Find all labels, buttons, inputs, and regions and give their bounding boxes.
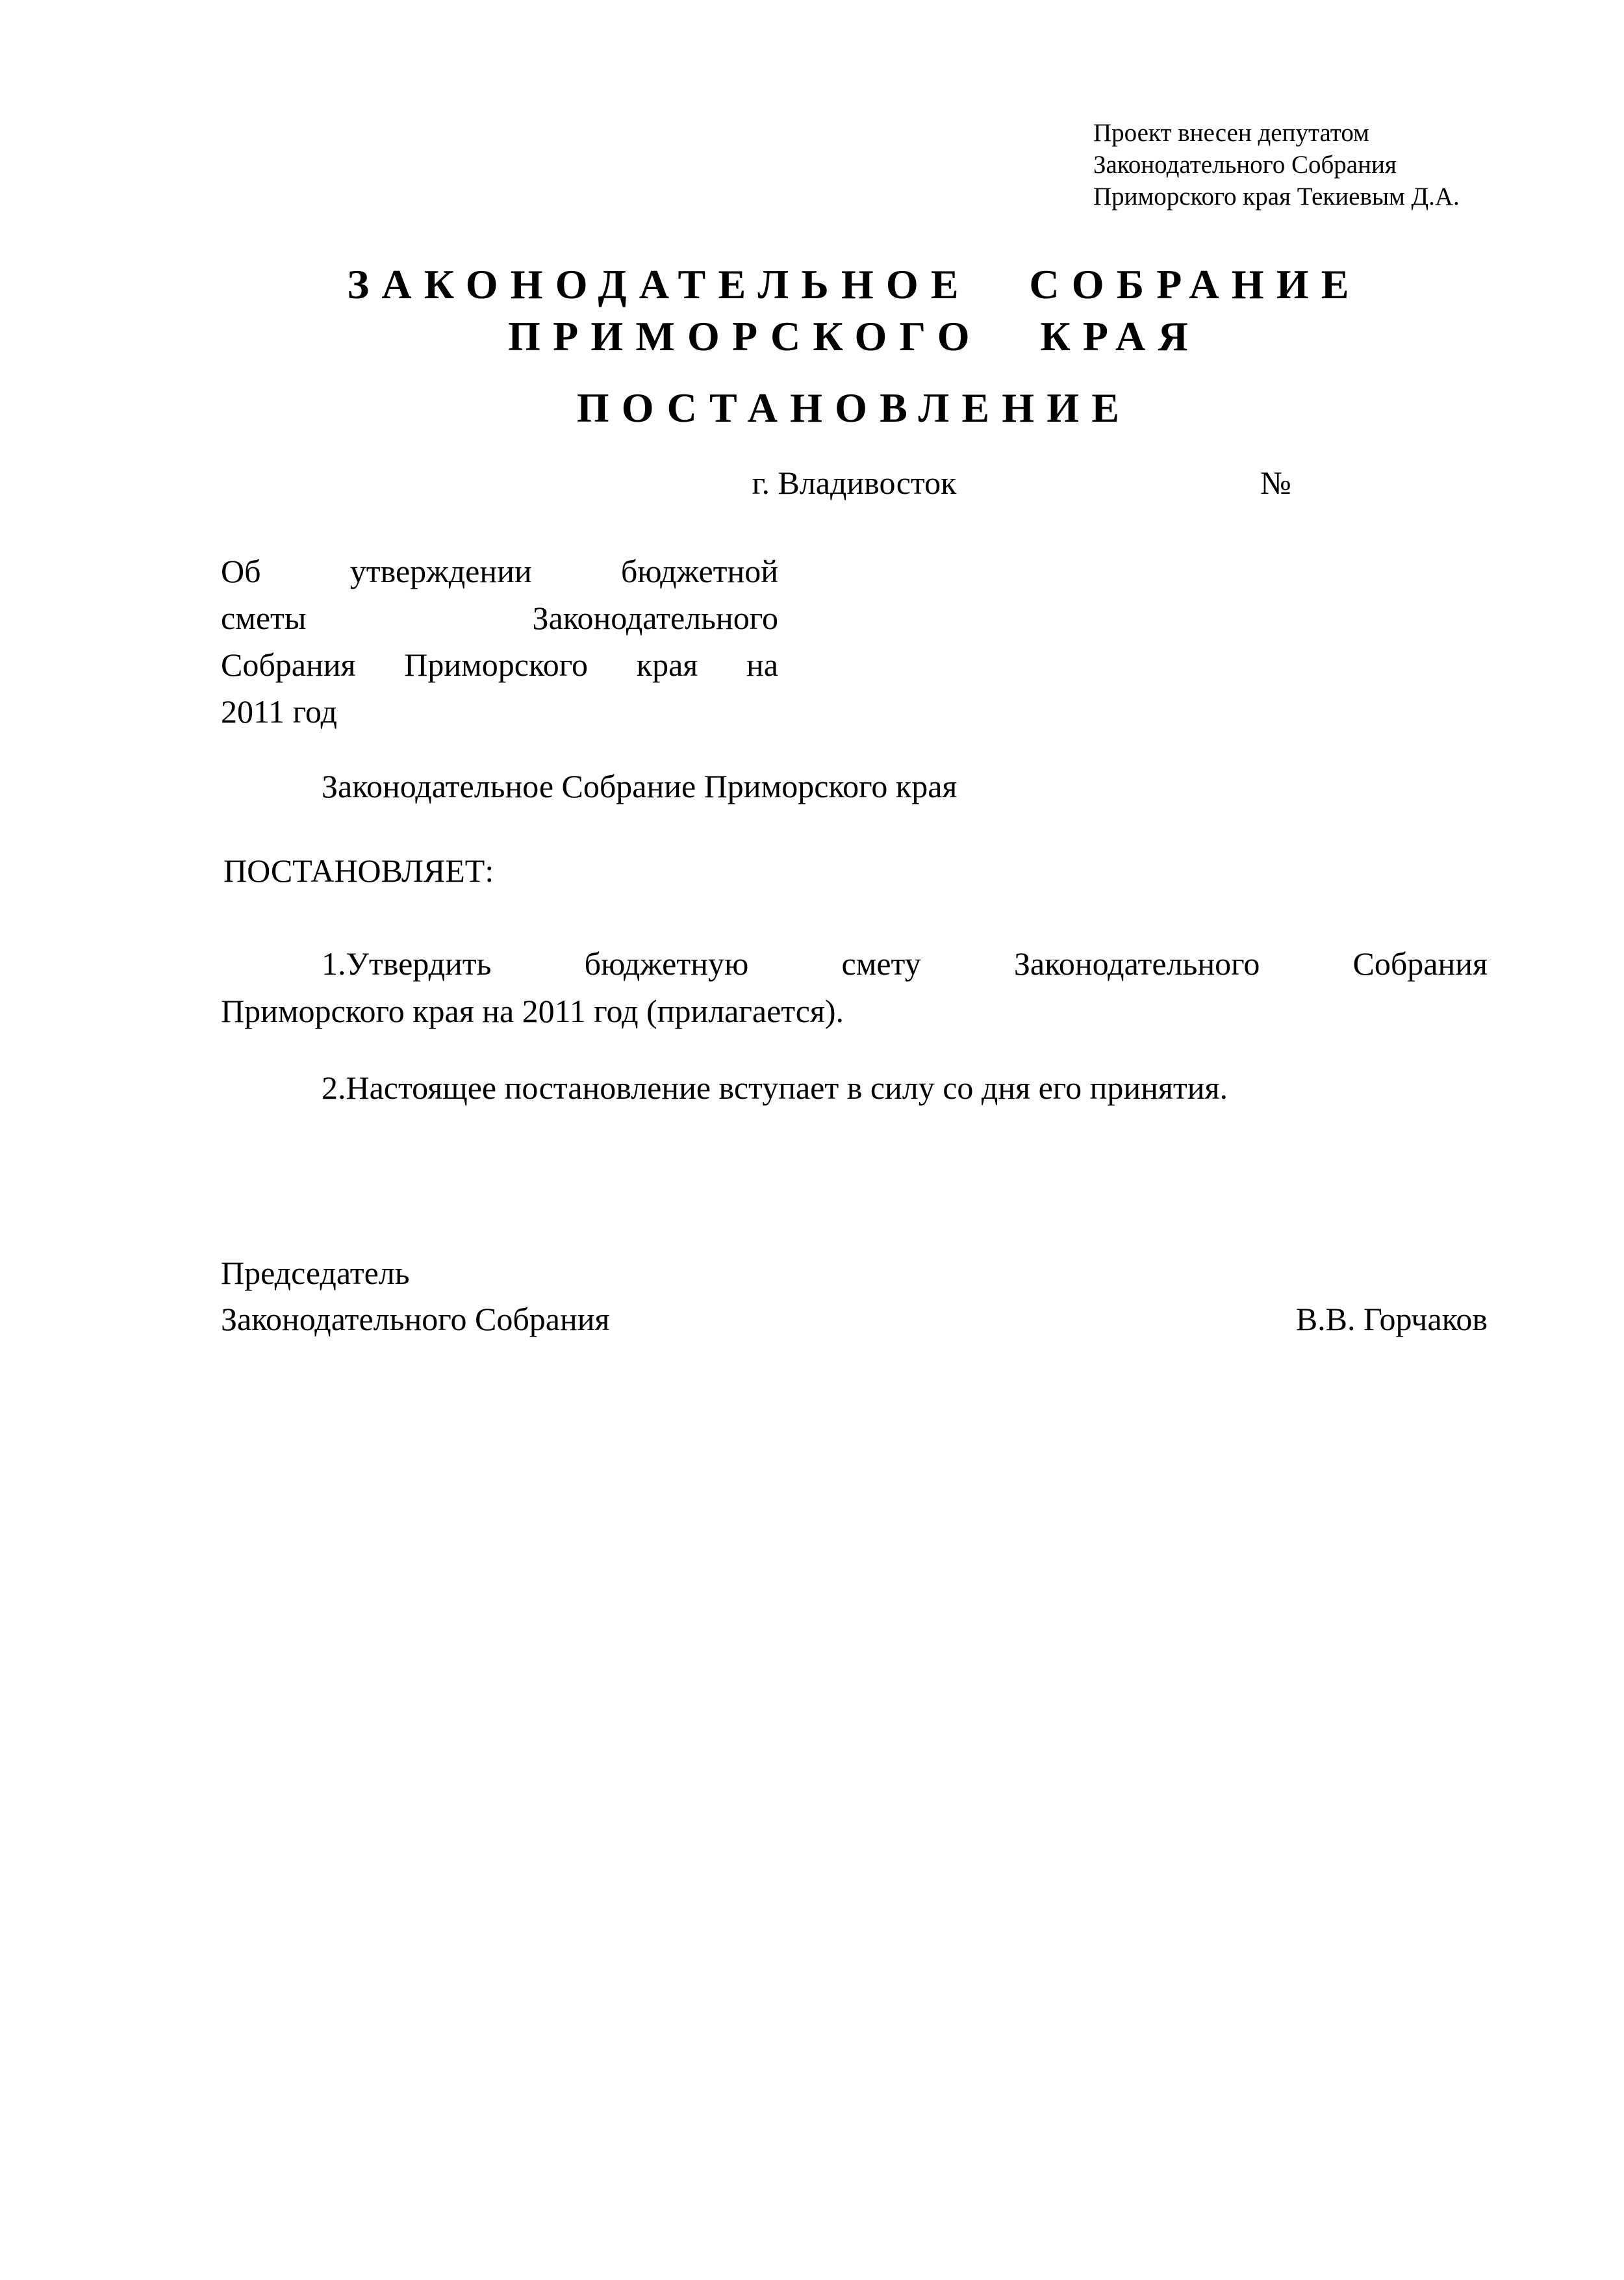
organization-title-line-1: ЗАКОНОДАТЕЛЬНОЕ СОБРАНИЕ — [347, 261, 1362, 307]
organization-title — [221, 259, 1488, 363]
subject-line-3: Собрания Приморского края на — [221, 647, 778, 683]
signatory-title-line-2: Законодательного Собрания — [221, 1301, 610, 1337]
signatory-title — [221, 1250, 609, 1342]
organization-title-line-2: ПРИМОРСКОГО КРАЯ — [508, 313, 1200, 359]
submitter-note-line-2: Законодательного Собрания — [1093, 151, 1397, 179]
signatory-name: В.В. Горчаков — [1295, 1301, 1488, 1337]
subject-line-4: 2011 год — [221, 693, 337, 730]
subject-block — [221, 548, 778, 735]
signature-block — [221, 1250, 1488, 1342]
document-number-label: № — [1260, 465, 1291, 501]
clause-1-line-1: 1.Утвердить бюджетную смету Законодательного Собрания — [322, 945, 1488, 982]
clause-2: 2.Настоящее постановление вступает в силу со дня его принятия. — [322, 1070, 1228, 1106]
document-type-title: ПОСТАНОВЛЕНИЕ — [576, 385, 1132, 431]
signatory-title-line-1: Председатель — [221, 1255, 410, 1291]
submitter-note — [1093, 117, 1548, 212]
resolves-line: ПОСТАНОВЛЯЕТ: — [223, 852, 494, 889]
intro-line: Законодательное Собрание Приморского края — [322, 768, 958, 804]
place-number-row — [221, 463, 1488, 503]
subject-line-1: Об утверждении бюджетной — [221, 553, 778, 589]
place-city: г. Владивосток — [752, 465, 957, 501]
subject-line-2: сметы Законодательного — [221, 600, 778, 636]
submitter-note-line-1: Проект внесен депутатом — [1093, 119, 1369, 147]
submitter-note-line-3: Приморского края Текиевым Д.А. — [1093, 183, 1460, 211]
clause-1 — [221, 940, 1488, 1035]
clause-1-line-2: Приморского края на 2011 год (прилагается). — [221, 993, 844, 1029]
